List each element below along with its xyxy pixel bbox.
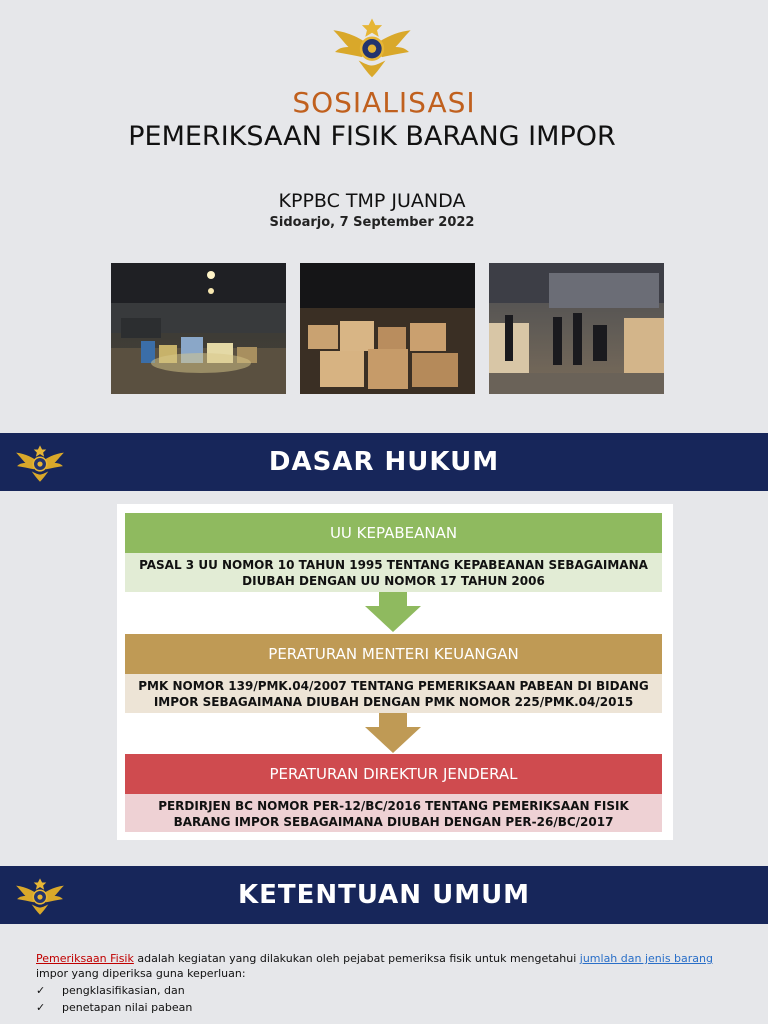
highlighted-phrase: jumlah dan jenis barang [579,952,713,965]
warehouse-photo-3 [489,263,664,394]
ministry-line-2: IMPOR SEBAGAIMANA DIUBAH DENGAN PMK NOMOR 225/PMK.04/2015 [153,695,634,709]
place-date: Sidoarjo, 7 September 2022 [269,215,475,230]
director-regulation-heading: PERATURAN DIREKTUR JENDERAL [125,754,662,794]
definition-text [36,951,746,981]
section-banner-general-provisions [0,866,768,924]
director-line-2: BARANG IMPOR SEBAGAIMANA DIUBAH DENGAN PER-26/BC/2017 [173,815,614,829]
section-banner-legal-basis [0,433,768,491]
customs-emblem-icon [330,12,414,82]
checkmark-icon: ✓ [36,1001,46,1014]
warehouse-photo-2 [300,263,475,394]
director-line-1: PERDIRJEN BC NOMOR PER-12/BC/2016 TENTANG PEMERIKSAAN FISIK [158,799,629,813]
ministry-regulation-description [125,674,662,713]
definition-text-part-a: adalah kegiatan yang dilakukan oleh pejabat pemeriksa fisik untuk mengetahui [133,952,580,965]
section-title: DASAR HUKUM [268,447,500,477]
director-regulation-description [125,794,662,832]
defined-term: Pemeriksaan Fisik [36,952,134,965]
office-name: KPPBC TMP JUANDA [278,190,466,212]
law-line-2: DIUBAH DENGAN UU NOMOR 17 TAHUN 2006 [242,574,545,588]
list-item [36,983,746,998]
law-line-1: PASAL 3 UU NOMOR 10 TAHUN 1995 TENTANG KEPABEANAN SEBAGAIMANA [139,558,648,572]
legal-basis-flow [117,504,673,840]
list-item [36,1000,746,1015]
list-item-text: penetapan nilai pabean [62,1001,193,1014]
warehouse-photo-1 [111,263,286,394]
checkmark-icon: ✓ [36,984,46,997]
arrow-down-icon [365,592,421,632]
law-heading: UU KEPABEANAN [125,513,662,553]
ministry-regulation-heading: PERATURAN MENTERI KEUANGAN [125,634,662,674]
section-title: KETENTUAN UMUM [237,880,531,910]
presentation-subtitle: PEMERIKSAAN FISIK BARANG IMPOR [128,121,616,152]
definition-paragraph [36,951,746,1015]
definition-text-part-b: impor yang diperiksa guna keperluan: [36,967,246,980]
arrow-down-icon [365,713,421,753]
list-item-text: pengklasifikasian, dan [62,984,185,997]
ministry-line-1: PMK NOMOR 139/PMK.04/2007 TENTANG PEMERIKSAAN PABEAN DI BIDANG [138,679,649,693]
law-description [125,553,662,592]
presentation-title: SOSIALISASI [292,86,476,119]
